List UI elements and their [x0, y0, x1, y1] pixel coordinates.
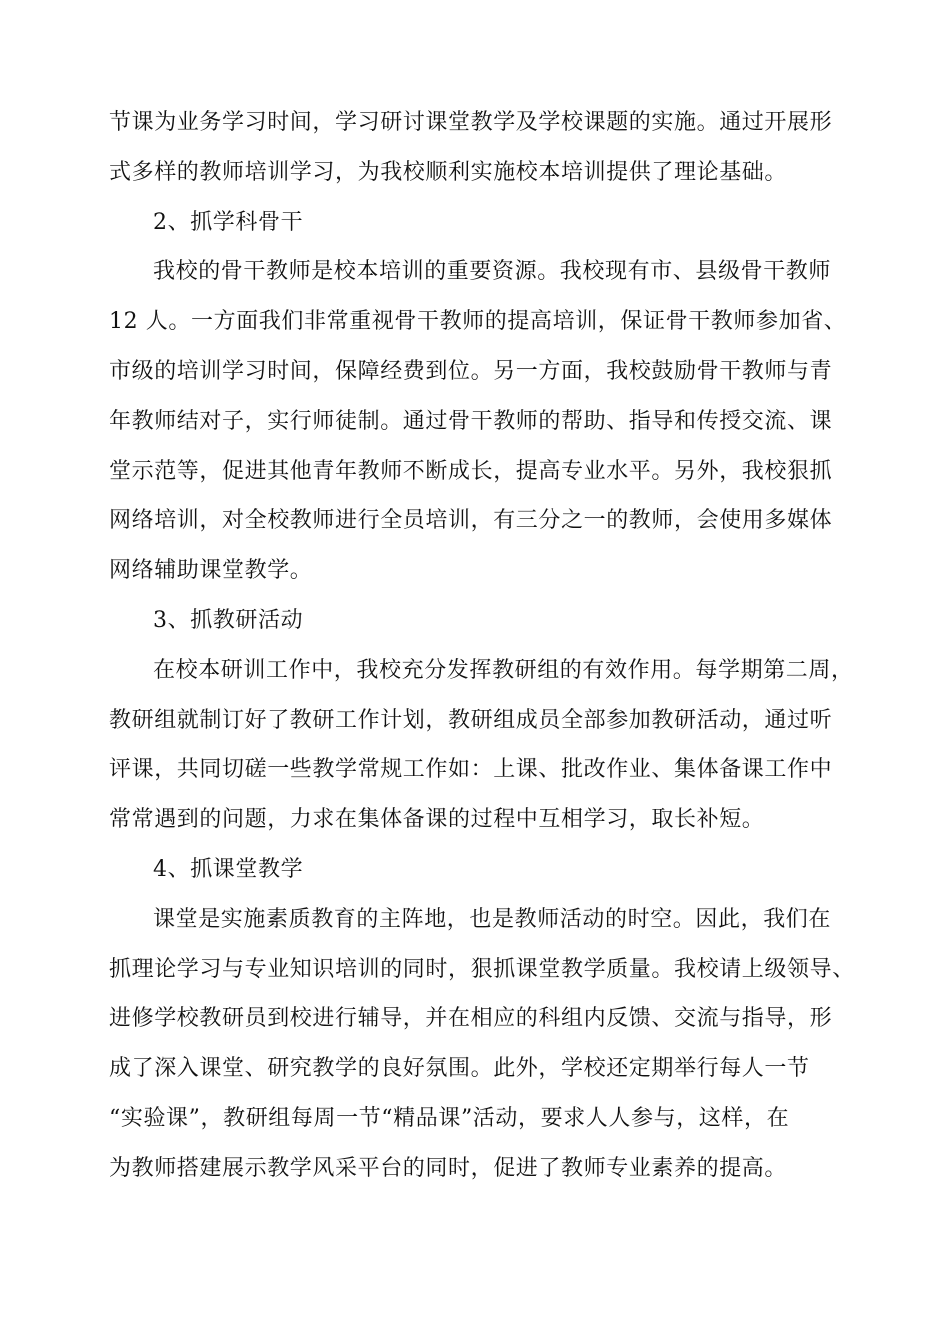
paragraph-line: “实验课”，教研组每周一节“精品课”活动，要求人人参与，这样，在: [109, 1105, 790, 1131]
section-heading: 4、抓课堂教学: [153, 856, 304, 882]
paragraph-line: 抓理论学习与专业知识培训的同时，狠抓课堂教学质量。我校请上级领导、: [109, 956, 855, 982]
document-body: [109, 98, 855, 1194]
paragraph-line: 网络培训，对全校教师进行全员培训，有三分之一的教师，会使用多媒体: [109, 508, 833, 534]
paragraph-line: 课堂是实施素质教育的主阵地，也是教师活动的时空。因此，我们在: [153, 906, 832, 932]
paragraph-line: 网络辅助课堂教学。: [109, 558, 313, 584]
paragraph-line: 市级的培训学习时间，保障经费到位。另一方面，我校鼓励骨干教师与青: [109, 358, 833, 384]
section-heading: 2、抓学科骨干: [153, 209, 304, 235]
paragraph-line: 堂示范等，促进其他青年教师不断成长，提高专业水平。另外，我校狠抓: [109, 458, 833, 484]
paragraph-line: 节课为业务学习时间，学习研讨课堂教学及学校课题的实施。通过开展形: [109, 110, 833, 135]
paragraph-line: 我校的骨干教师是校本培训的重要资源。我校现有市、县级骨干教师: [153, 259, 832, 285]
paragraph-line: 为教师搭建展示教学风采平台的同时，促进了教师专业素养的提高。: [109, 1155, 788, 1181]
paragraph-line: 成了深入课堂、研究教学的良好氛围。此外，学校还定期举行每人一节: [109, 1056, 810, 1082]
paragraph-line: 年教师结对子，实行师徒制。通过骨干教师的帮助、指导和传授交流、课: [109, 408, 833, 434]
section-heading: 3、抓教研活动: [153, 607, 304, 633]
paragraph-line: 12 人。一方面我们非常重视骨干教师的提高培训，保证骨干教师参加省、: [109, 309, 847, 335]
paragraph-line: 进修学校教研员到校进行辅导，并在相应的科组内反馈、交流与指导，形: [109, 1006, 833, 1032]
paragraph-line: 教研组就制订好了教研工作计划，教研组成员全部参加教研活动，通过听: [109, 707, 833, 733]
paragraph-line: 式多样的教师培训学习，为我校顺利实施校本培训提供了理论基础。: [109, 159, 788, 185]
paragraph-line: 评课，共同切磋一些教学常规工作如：上课、批改作业、集体备课工作中: [109, 757, 833, 783]
paragraph-line: 常常遇到的问题，力求在集体备课的过程中互相学习，取长补短。: [109, 807, 765, 833]
paragraph-line: 在校本研训工作中，我校充分发挥教研组的有效作用。每学期第二周，: [153, 657, 854, 683]
